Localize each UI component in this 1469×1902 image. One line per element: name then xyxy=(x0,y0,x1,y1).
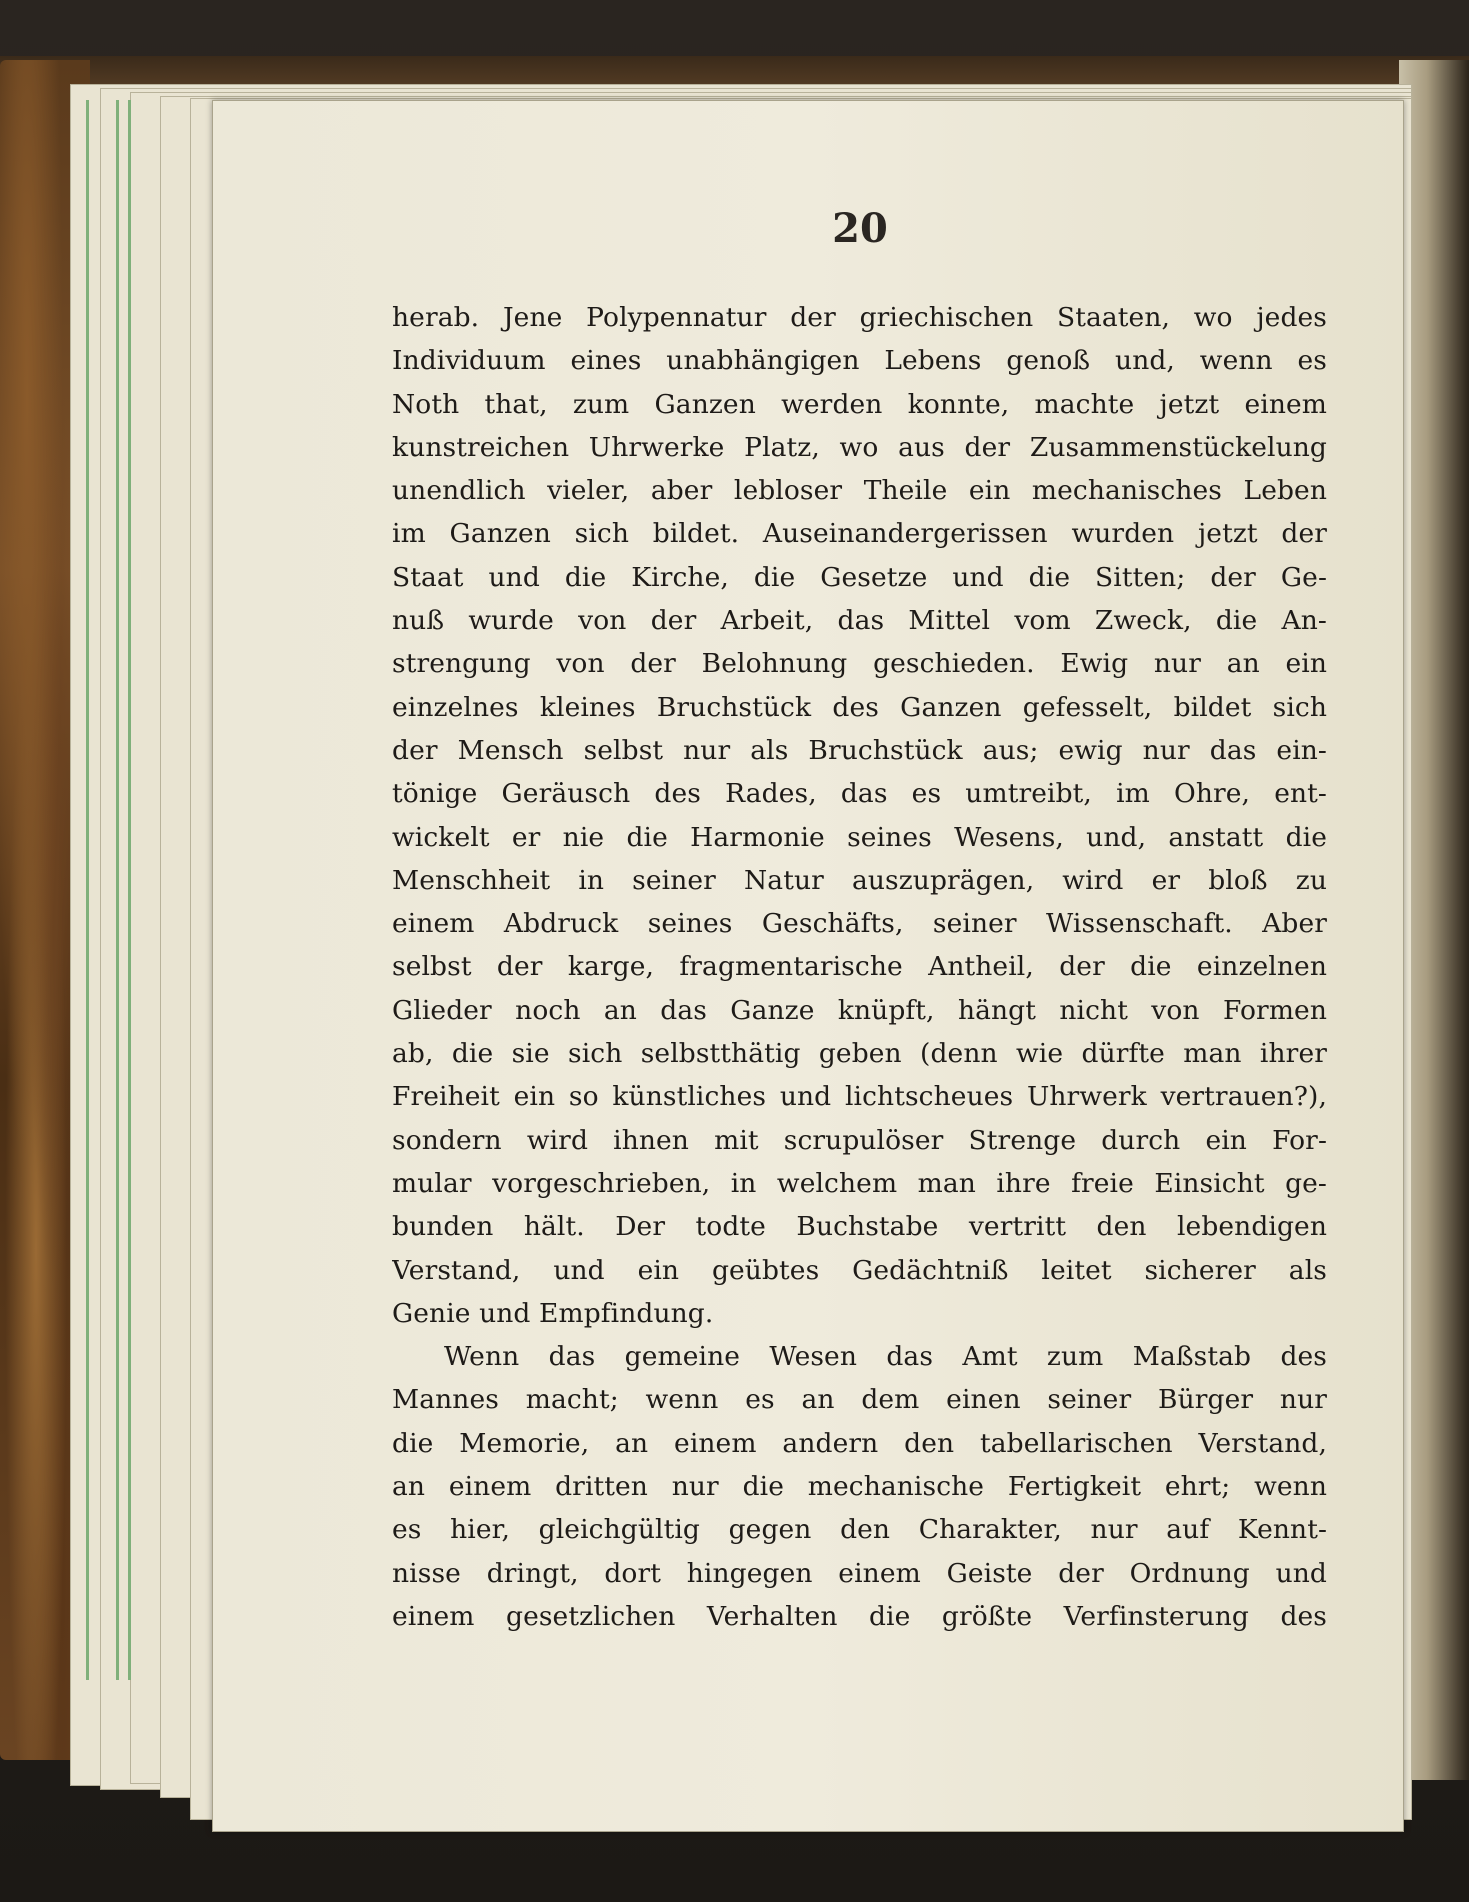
text-line: ab, die sie sich selbstthätig geben (denn wie dürfte man ihrer xyxy=(392,1038,1327,1070)
text-line: sondern wird ihnen mit scrupulöser Strenge durch ein For- xyxy=(392,1124,1327,1156)
text-line: bunden hält. Der todte Buchstabe vertritt den lebendigen xyxy=(392,1211,1327,1243)
text-line: im Ganzen sich bildet. Auseinandergerissen wurden jetzt der xyxy=(392,518,1327,550)
text-line: es hier, gleichgültig gegen den Charakter, nur auf Kennt- xyxy=(392,1514,1327,1546)
text-line: Individuum eines unabhängigen Lebens genoß und, wenn es xyxy=(392,345,1327,377)
text-line: unendlich vieler, aber lebloser Theile ein mechanisches Leben xyxy=(392,475,1327,507)
text-line: wickelt er nie die Harmonie seines Wesens, und, anstatt die xyxy=(392,821,1327,853)
text-line: mular vorgeschrieben, in welchem man ihre freie Einsicht ge- xyxy=(392,1167,1327,1199)
page-text xyxy=(392,296,1327,1638)
text-line: nisse dringt, dort hingegen einem Geiste der Ordnung und xyxy=(392,1557,1327,1589)
text-line: Freiheit ein so künstliches und lichtscheues Uhrwerk vertrauen?), xyxy=(392,1081,1327,1113)
page-edge-green xyxy=(116,100,119,1680)
text-line: Wenn das gemeine Wesen das Amt zum Maßstab des xyxy=(444,1341,1327,1373)
text-line: einem gesetzlichen Verhalten die größte Verfinsterung des xyxy=(392,1600,1327,1632)
text-line: tönige Geräusch des Rades, das es umtreibt, im Ohre, ent- xyxy=(392,778,1327,810)
page-edge-green xyxy=(128,100,131,1680)
text-line: einem Abdruck seines Geschäfts, seiner Wissenschaft. Aber xyxy=(392,908,1327,940)
text-line: nuß wurde von der Arbeit, das Mittel vom Zweck, die An- xyxy=(392,605,1327,637)
page-number: 20 xyxy=(832,205,888,252)
text-line: einzelnes kleines Bruchstück des Ganzen gefesselt, bildet sich xyxy=(392,691,1327,723)
text-line: der Mensch selbst nur als Bruchstück aus; ewig nur das ein- xyxy=(392,734,1327,766)
text-line: die Memorie, an einem andern den tabellarischen Verstand, xyxy=(392,1427,1327,1459)
text-line: Mannes macht; wenn es an dem einen seiner Bürger nur xyxy=(392,1384,1327,1416)
text-line: herab. Jene Polypennatur der griechischen Staaten, wo jedes xyxy=(392,302,1327,333)
text-line: Menschheit in seiner Natur auszuprägen, wird er bloß zu xyxy=(392,864,1327,896)
text-line: selbst der karge, fragmentarische Antheil, der die einzelnen xyxy=(392,951,1327,983)
text-line: Verstand, und ein geübtes Gedächtniß leitet sicherer als xyxy=(392,1254,1327,1286)
text-line: Genie und Empfindung. xyxy=(392,1297,714,1329)
text-line: strengung von der Belohnung geschieden. Ewig nur an ein xyxy=(392,648,1327,680)
text-line: an einem dritten nur die mechanische Fertigkeit ehrt; wenn xyxy=(392,1471,1327,1503)
text-line: Glieder noch an das Ganze knüpft, hängt nicht von Formen xyxy=(392,994,1327,1026)
page-edge-green xyxy=(86,100,89,1680)
text-line: Staat und die Kirche, die Gesetze und die Sitten; der Ge- xyxy=(392,561,1327,593)
text-line: Noth that, zum Ganzen werden konnte, machte jetzt einem xyxy=(392,388,1327,420)
text-line: kunstreichen Uhrwerke Platz, wo aus der Zusammenstückelung xyxy=(392,431,1327,463)
